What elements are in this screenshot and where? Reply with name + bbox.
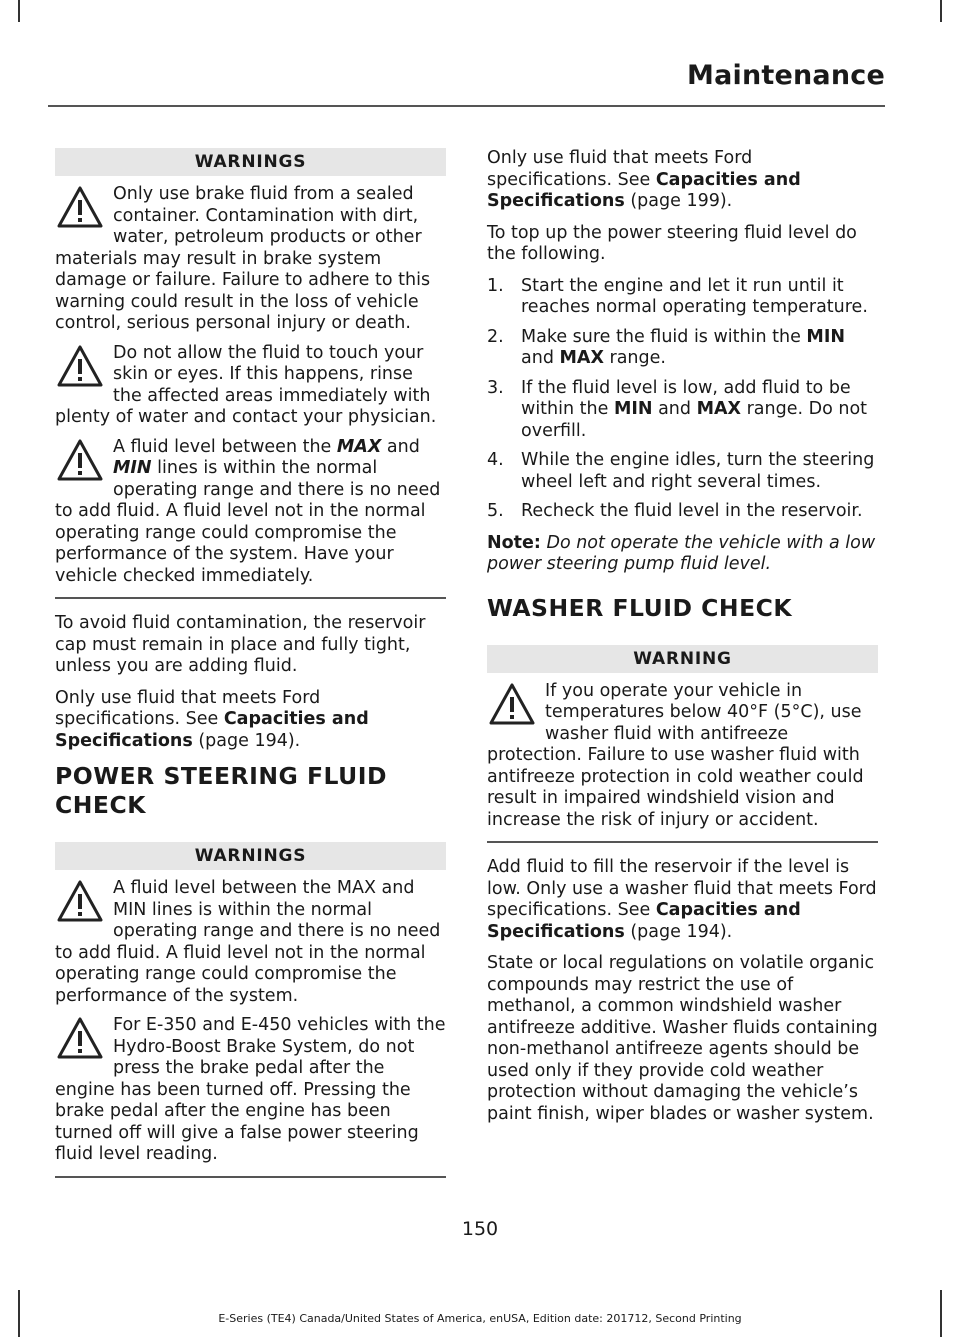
right-column xyxy=(487,148,878,1135)
paragraph: Only use fluid that meets Ford specifications. See Capacities and Specifications (page 199). xyxy=(487,148,801,211)
list-item: 4. While the engine idles, turn the steering wheel left and right several times. xyxy=(487,450,875,492)
list-item: 1. Start the engine and let it run until it reaches normal operating temperature. xyxy=(487,275,868,317)
warnings-heading: WARNINGS xyxy=(55,148,446,176)
page-number: 150 xyxy=(461,1218,499,1240)
paragraph: Add fluid to fill the reservoir if the level is low. Only use a washer fluid that meets Ford specifications. See Capacities and Specifications (page 194). xyxy=(487,857,877,942)
footer-edition: E-Series (TE4) Canada/United States of America, enUSA, Edition date: 201712, Second Printing xyxy=(218,1312,742,1325)
warning-item: If you operate your vehicle in temperatures below 40°F (5°C), use washer fluid with antifreeze protection. Failure to use washer fluid with antifreeze protection in cold weather could result in impaired windshield vision and increase the risk of injury or accident. xyxy=(487,680,864,830)
list-item: 3. If the fluid level is low, add fluid to be within the MIN and MAX range. Do not overfill. xyxy=(487,377,868,441)
brake-fluid-warnings xyxy=(55,148,446,599)
note: Note: Do not operate the vehicle with a low power steering pump fluid level. xyxy=(487,532,876,574)
header-divider xyxy=(48,105,885,107)
warning-triangle-icon xyxy=(55,343,105,391)
paragraph: To top up the power steering fluid level do the following. xyxy=(487,222,857,264)
paragraph: State or local regulations on volatile organic compounds may restrict the use of methanol, a common windshield washer antifreeze additive. Washer fluids containing non-methanol antifreeze agents should be used only if they provide cold weather protection without damaging the vehicle’s paint finish, wiper blades or washer system. xyxy=(487,953,878,1124)
warning-item: Do not allow the fluid to touch your skin or eyes. If this happens, rinse the affected areas immediately with plenty of water and contact your physician. xyxy=(55,342,437,427)
washer-fluid-warning xyxy=(487,645,878,844)
warning-heading: WARNING xyxy=(487,645,878,673)
left-column xyxy=(55,148,446,1178)
warning-item: Only use brake fluid from a sealed container. Contamination with dirt, water, petroleum products or other materials may result in brake system damage or failure. Failure to adhere to this warning could result in the loss of vehicle control, serious personal injury or death. xyxy=(55,184,431,333)
warning-triangle-icon xyxy=(55,437,105,485)
warning-triangle-icon xyxy=(55,184,105,232)
power-steering-warnings xyxy=(55,842,446,1178)
list-item: 5. Recheck the fluid level in the reservoir. xyxy=(487,501,863,521)
paragraph: To avoid fluid contamination, the reservoir cap must remain in place and fully tight, unless you are adding fluid. xyxy=(55,613,426,676)
list-item: 2. Make sure the fluid is within the MIN and MAX range. xyxy=(487,326,845,368)
warning-item: For E-350 and E-450 vehicles with the Hydro-Boost Brake System, do not press the brake pedal after the engine has been turned off. Pressing the brake pedal after the engine has been turned off will give a false power steering fluid level reading. xyxy=(55,1015,446,1164)
warning-triangle-icon xyxy=(55,1015,105,1063)
paragraph: Only use fluid that meets Ford specifications. See Capacities and Specifications (page 194). xyxy=(55,687,369,751)
cross-reference-link[interactable]: Capacities and Specifications xyxy=(487,169,801,211)
page-title: Maintenance xyxy=(687,60,885,91)
warning-item: A fluid level between the MAX and MIN lines is within the normal operating range and there is no need to add fluid. A fluid level not in the normal operating range could compromise the performance of the system. Have your vehicle checked immediately. xyxy=(55,436,441,586)
steps-list xyxy=(487,276,878,523)
cross-reference-link[interactable]: Capacities and Specifications xyxy=(55,709,369,751)
warning-item: A fluid level between the MAX and MIN lines is within the normal operating range and there is no need to add fluid. A fluid level not in the normal operating range could compromise the performance of the system. xyxy=(55,878,441,1006)
crop-mark xyxy=(940,0,942,22)
cross-reference-link[interactable]: Capacities and Specifications xyxy=(487,900,801,942)
warnings-heading: WARNINGS xyxy=(55,842,446,870)
crop-mark xyxy=(18,0,20,22)
section-heading: WASHER FLUID CHECK xyxy=(487,593,793,622)
warning-triangle-icon xyxy=(55,878,105,926)
warning-triangle-icon xyxy=(487,681,537,729)
section-heading: POWER STEERING FLUID CHECK xyxy=(55,762,388,819)
